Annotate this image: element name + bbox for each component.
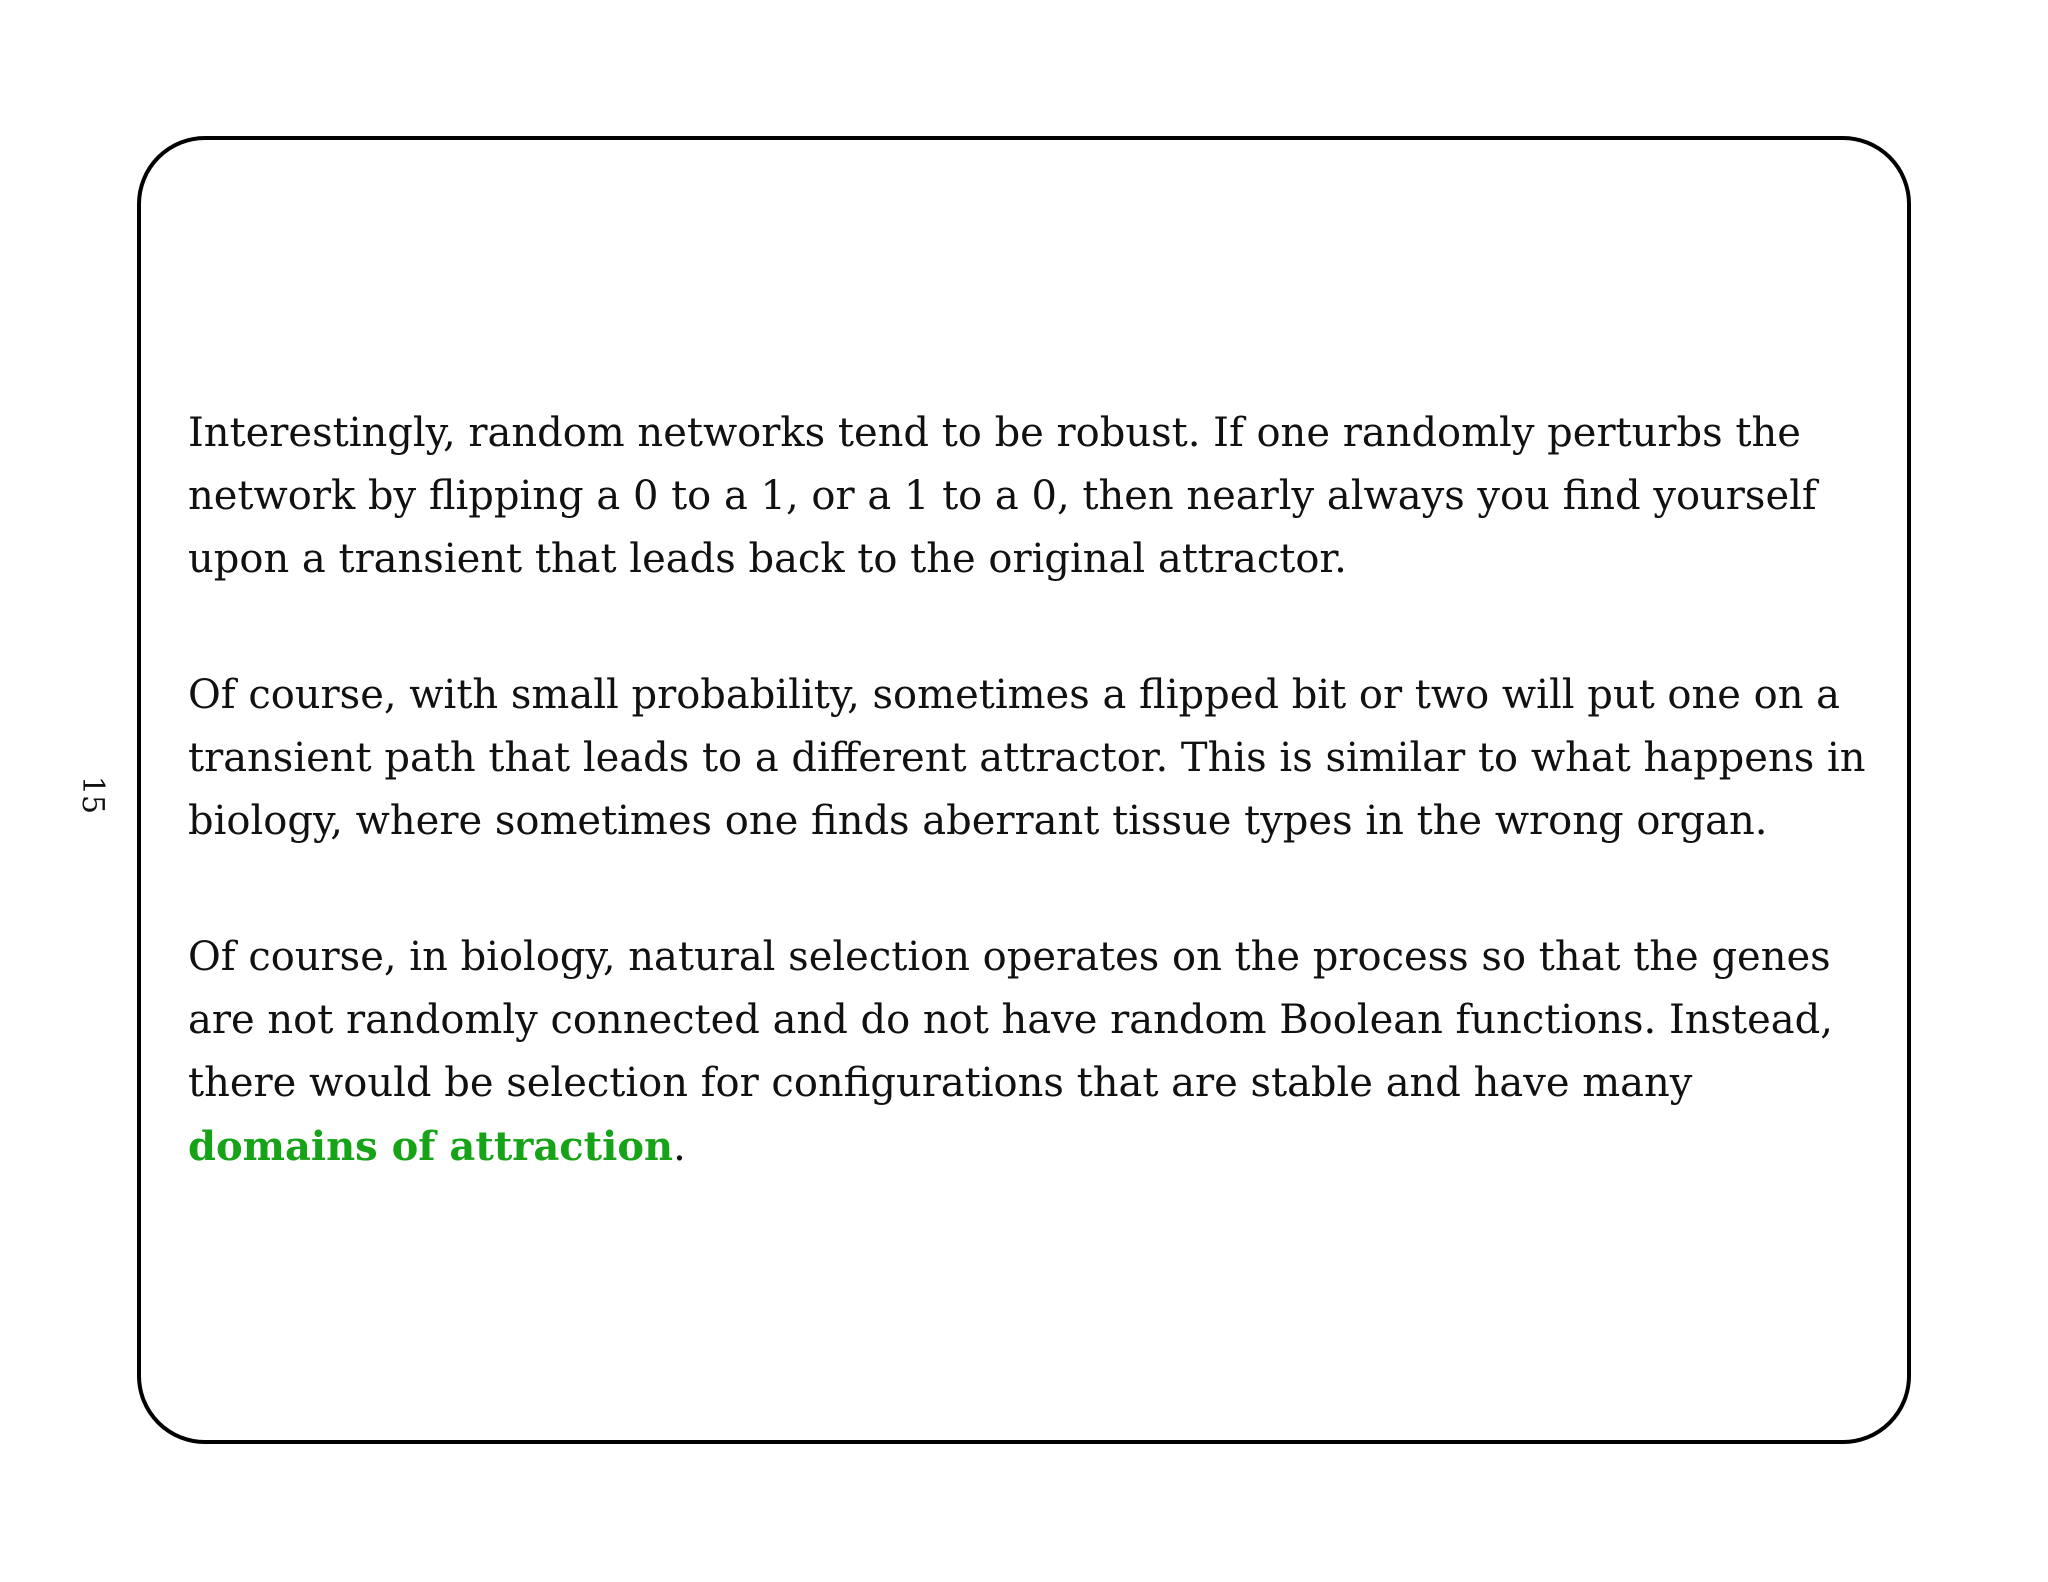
paragraph-natural-selection — [188, 926, 1878, 1179]
domains-of-attraction-term: domains of attraction — [188, 1123, 674, 1170]
page-number: 15 — [75, 775, 110, 815]
paragraph-natural-selection-ending: . — [673, 1124, 686, 1170]
slide-content — [188, 402, 1878, 1179]
paragraph-different-attractor: Of course, with small probability, sometimes a flipped bit or two will put one on a transient path that leads to a different attractor. This is similar to what happens in biology, where sometimes one finds aberrant tissue types in the wrong organ. — [188, 672, 1866, 844]
paragraph-natural-selection-text: Of course, in biology, natural selection operates on the process so that the genes are not randomly connected and do not have random Boolean functions. Instead, there would be selection for configurations that are stable and have many — [188, 934, 1833, 1106]
paragraph-robustness: Interestingly, random networks tend to be robust. If one randomly perturbs the network by flipping a 0 to a 1, or a 1 to a 0, then nearly always you find yourself upon a transient that leads back to the original attractor. — [188, 410, 1817, 582]
